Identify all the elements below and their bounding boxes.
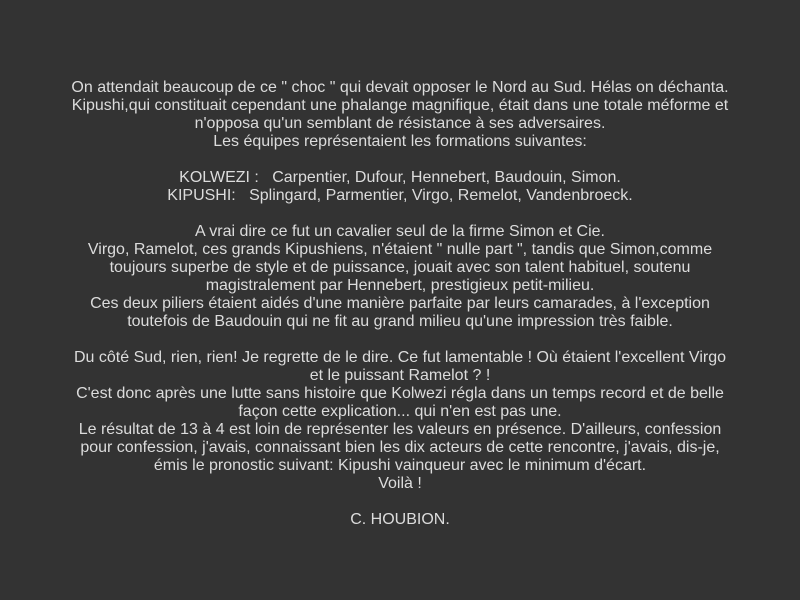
intro-paragraph bbox=[20, 79, 780, 151]
author-signature: C. HOUBION. bbox=[350, 511, 450, 528]
text-line: Les équipes représentaient les formations suivantes: bbox=[213, 133, 587, 150]
text-line: toutefois de Baudouin qui ne fit au grand milieu qu'une impression très faible. bbox=[127, 313, 673, 330]
text-line: On attendait beaucoup de ce " choc " qui devait opposer le Nord au Sud. Hélas on déchanta. bbox=[71, 79, 729, 96]
text-line: Kipushi,qui constituait cependant une phalange magnifique, était dans une totale méforme et bbox=[71, 97, 729, 114]
paragraph-spacer bbox=[20, 331, 780, 349]
team-line-kipushi: KIPUSHI: Splingard, Parmentier, Virgo, Remelot, Vandenbroeck. bbox=[167, 187, 633, 204]
text-line: Voilà ! bbox=[378, 475, 422, 492]
team-line-kolwezi: KOLWEZI : Carpentier, Dufour, Hennebert, Baudouin, Simon. bbox=[179, 169, 621, 186]
text-line: façon cette explication... qui n'en est pas une. bbox=[238, 403, 562, 420]
text-line: Du côté Sud, rien, rien! Je regrette de le dire. Ce fut lamentable ! Où étaient l'excellent Virgo bbox=[73, 349, 726, 366]
paragraph-spacer bbox=[20, 205, 780, 223]
text-line: Le résultat de 13 à 4 est loin de représenter les valeurs en présence. D'ailleurs, confession bbox=[78, 421, 722, 438]
text-line: C'est donc après une lutte sans histoire que Kolwezi régla dans un temps record et de belle bbox=[76, 385, 724, 402]
text-line: et le puissant Ramelot ? ! bbox=[309, 367, 491, 384]
conclusion-paragraph bbox=[20, 349, 780, 493]
text-line: Ces deux piliers étaient aidés d'une manière parfaite par leurs camarades, à l'exception bbox=[90, 295, 710, 312]
text-line: A vrai dire ce fut un cavalier seul de la firme Simon et Cie. bbox=[195, 223, 605, 240]
text-line: émis le pronostic suivant: Kipushi vainqueur avec le minimum d'écart. bbox=[153, 457, 647, 474]
signature bbox=[20, 511, 780, 529]
text-line: n'opposa qu'un semblant de résistance à ses adversaires. bbox=[194, 115, 606, 132]
analysis-paragraph bbox=[20, 223, 780, 331]
text-line: Virgo, Ramelot, ces grands Kipushiens, n'étaient " nulle part ", tandis que Simon,comme bbox=[87, 241, 713, 258]
paragraph-spacer bbox=[20, 151, 780, 169]
team-lineups bbox=[20, 169, 780, 205]
paragraph-spacer bbox=[20, 493, 780, 511]
text-line: toujours superbe de style et de puissance, jouait avec son talent habituel, soutenu bbox=[109, 259, 691, 276]
article-text bbox=[20, 79, 780, 529]
text-line: magistralement par Hennebert, prestigieux petit-milieu. bbox=[205, 277, 595, 294]
text-line: pour confession, j'avais, connaissant bien les dix acteurs de cette rencontre, j'avais, dis-je, bbox=[80, 439, 720, 456]
